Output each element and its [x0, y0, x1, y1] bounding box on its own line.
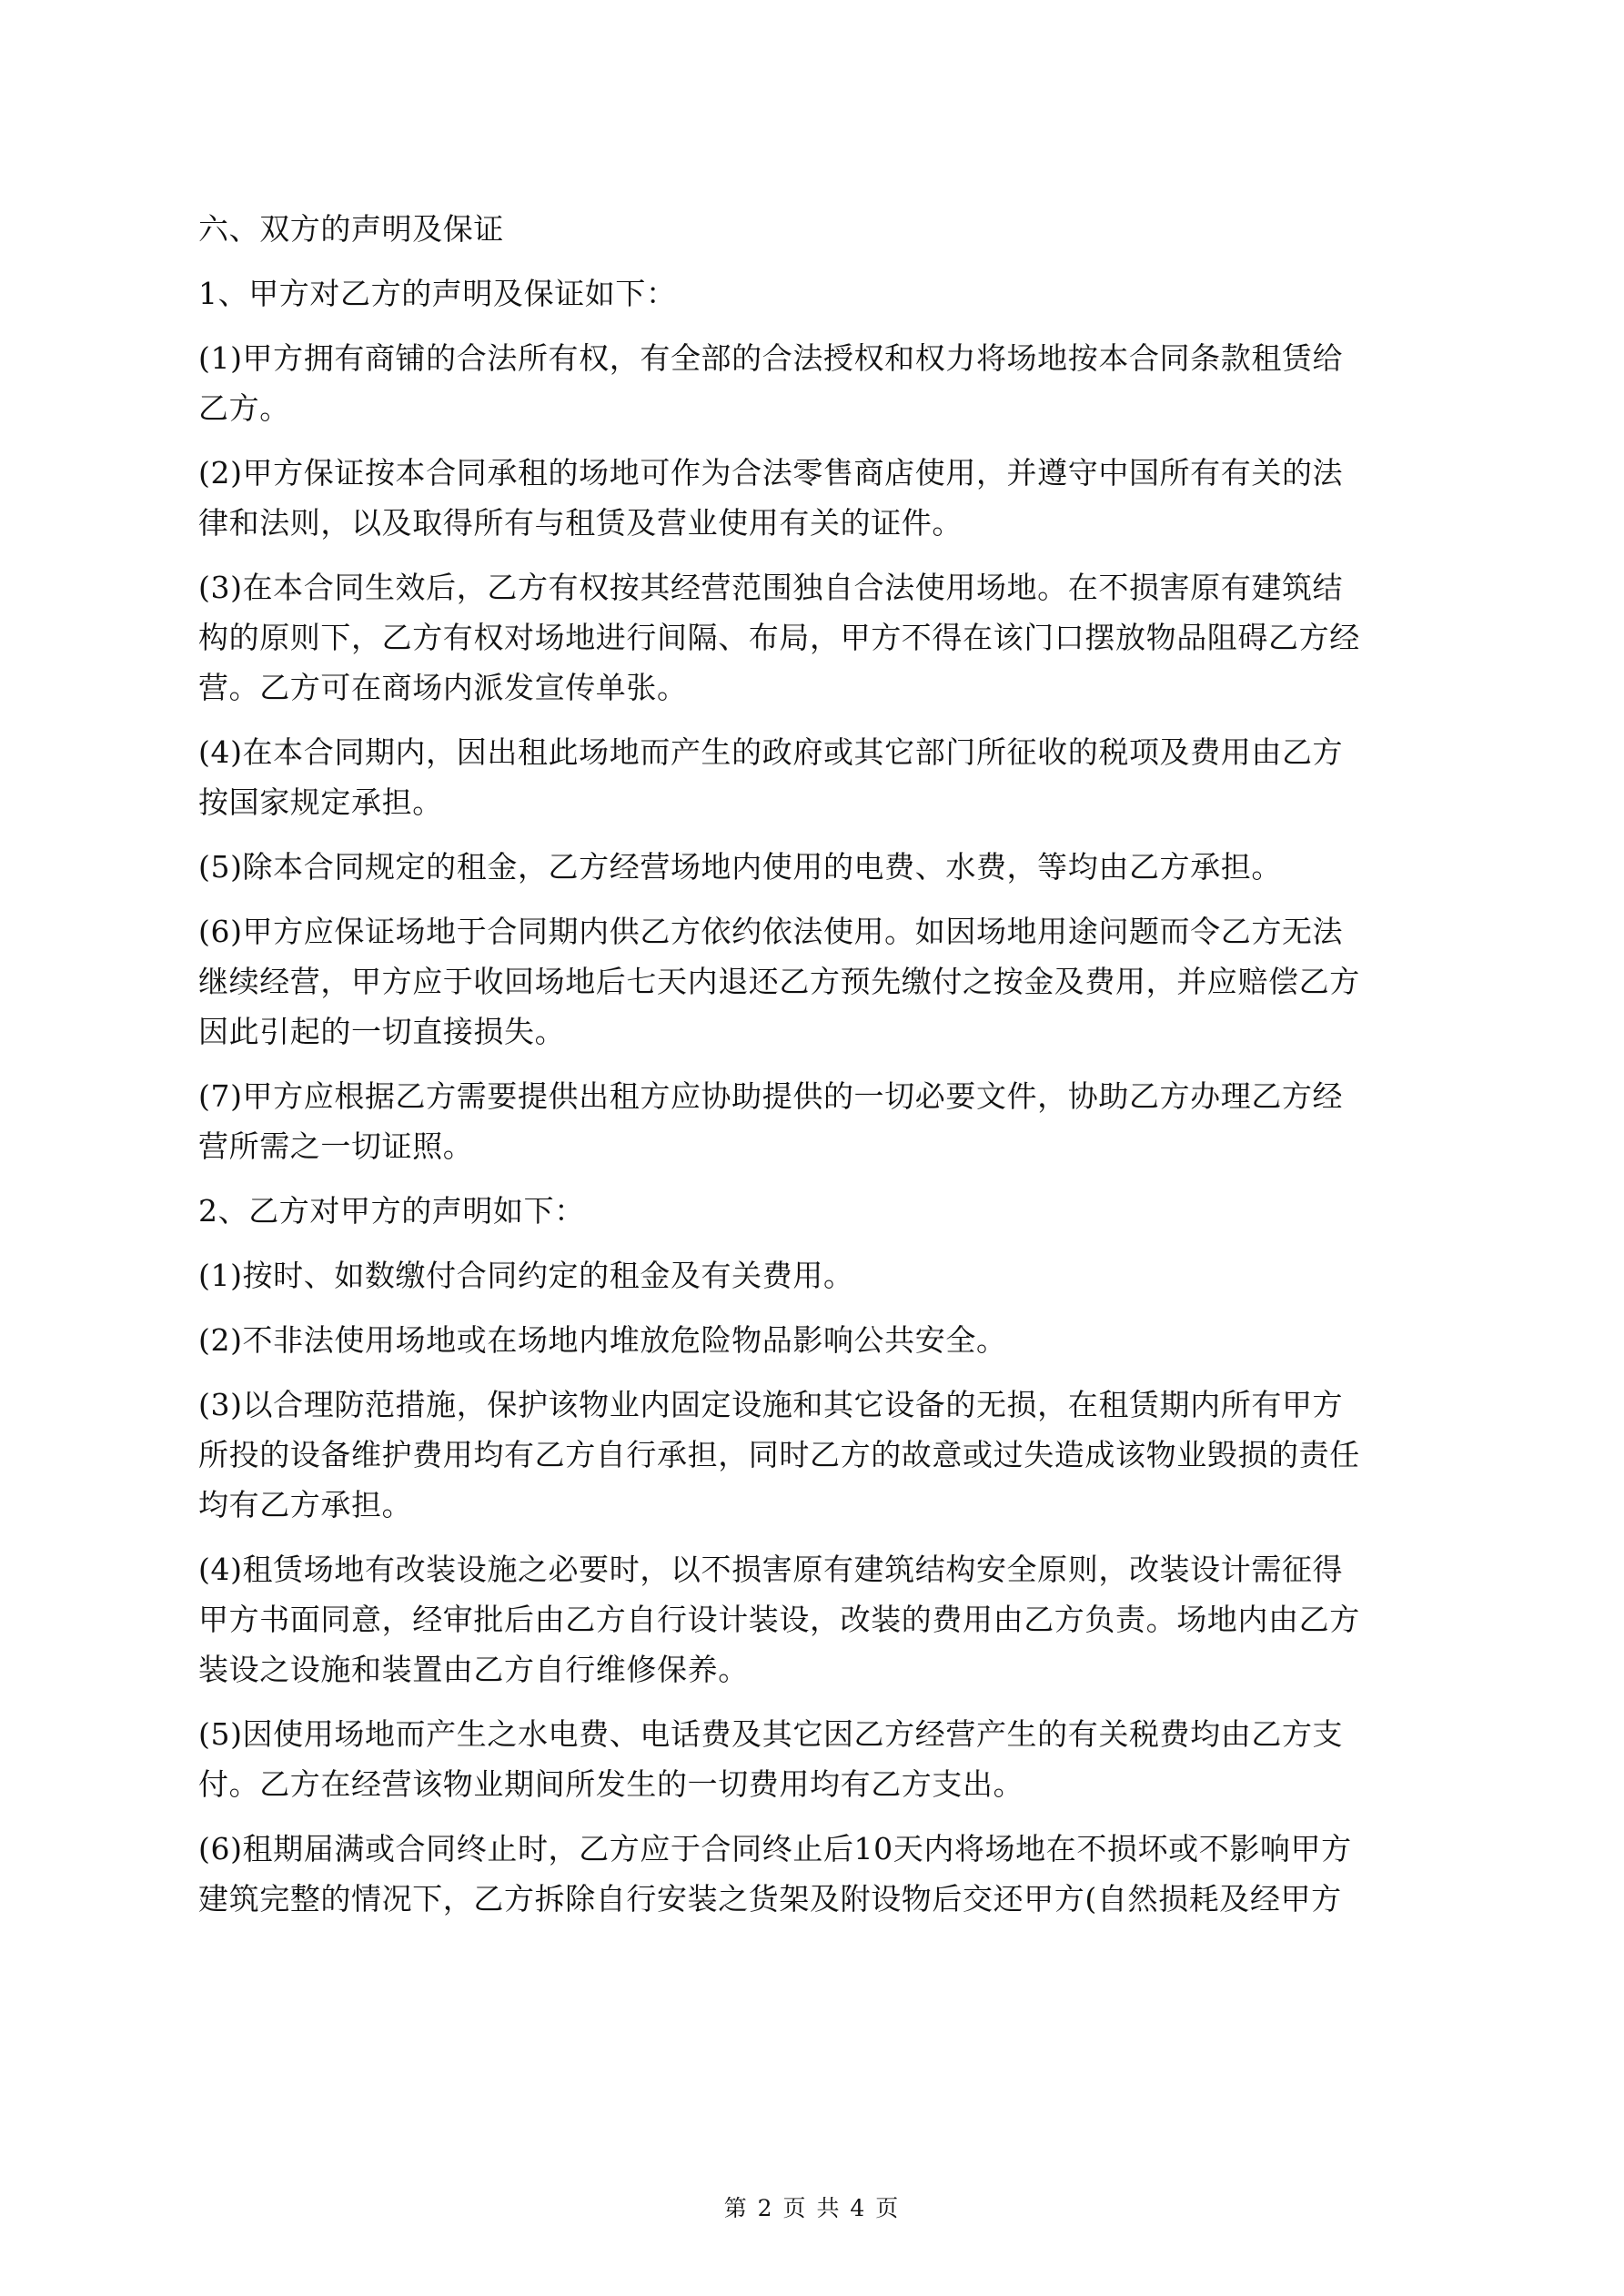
text-line: (1)甲方拥有商铺的合法所有权，有全部的合法授权和权力将场地按本合同条款租赁给 [198, 340, 1344, 376]
text-line: (6)甲方应保证场地于合同期内供乙方依约依法使用。如因场地用途问题而令乙方无法 [198, 914, 1344, 949]
text-line: 甲方书面同意，经审批后由乙方自行设计装设，改装的费用由乙方负责。场地内由乙方 [198, 1602, 1360, 1637]
text-line: 构的原则下，乙方有权对场地进行间隔、布局，甲方不得在该门口摆放物品阻碍乙方经 [198, 620, 1360, 655]
page-number-footer: 第 2 页 共 4 页 [723, 2195, 901, 2221]
text-line: 1、甲方对乙方的声明及保证如下： [198, 276, 677, 311]
text-line: 六、双方的声明及保证 [198, 211, 504, 247]
text-line: 按国家规定承担。 [198, 784, 443, 820]
text-line: 继续经营，甲方应于收回场地后七天内退还乙方预先缴付之按金及费用，并应赔偿乙方 [198, 964, 1360, 999]
document-body [198, 204, 1436, 1924]
text-line: (3)以合理防范措施，保护该物业内固定设施和其它设备的无损，在租赁期内所有甲方 [198, 1387, 1344, 1422]
text-line: (7)甲方应根据乙方需要提供出租方应协助提供的一切必要文件，协助乙方办理乙方经 [198, 1078, 1344, 1114]
text-line: 因此引起的一切直接损失。 [198, 1014, 566, 1049]
text-line: 建筑完整的情况下，乙方拆除自行安装之货架及附设物后交还甲方(自然损耗及经甲方 [198, 1881, 1342, 1917]
text-line: (4)租赁场地有改装设施之必要时，以不损害原有建筑结构安全原则，改装设计需征得 [198, 1552, 1344, 1587]
text-line: 付。乙方在经营该物业期间所发生的一切费用均有乙方支出。 [198, 1766, 1024, 1802]
text-line: (4)在本合同期内，因出租此场地而产生的政府或其它部门所征收的税项及费用由乙方 [198, 734, 1344, 770]
text-line: (5)因使用场地而产生之水电费、电话费及其它因乙方经营产生的有关税费均由乙方支 [198, 1716, 1344, 1752]
text-line: 装设之设施和装置由乙方自行维修保养。 [198, 1652, 749, 1687]
text-line: 均有乙方承担。 [198, 1487, 413, 1522]
text-line: (2)甲方保证按本合同承租的场地可作为合法零售商店使用，并遵守中国所有有关的法 [198, 455, 1344, 491]
text-line: 乙方。 [198, 390, 290, 426]
text-line: (6)租期届满或合同终止时，乙方应于合同终止后10天内将场地在不损坏或不影响甲方 [198, 1831, 1352, 1866]
text-line: 律和法则，以及取得所有与租赁及营业使用有关的证件。 [198, 505, 963, 541]
text-line: 营。乙方可在商场内派发宣传单张。 [198, 670, 688, 705]
text-line: 营所需之一切证照。 [198, 1128, 474, 1164]
text-line: (3)在本合同生效后，乙方有权按其经营范围独自合法使用场地。在不损害原有建筑结 [198, 570, 1344, 605]
text-line: (2)不非法使用场地或在场地内堆放危险物品影响公共安全。 [198, 1322, 1007, 1358]
text-line: 所投的设备维护费用均有乙方自行承担，同时乙方的故意或过失造成该物业毁损的责任 [198, 1437, 1360, 1472]
text-line: 2、乙方对甲方的声明如下： [198, 1193, 585, 1229]
text-line: (1)按时、如数缴付合同约定的租金及有关费用。 [198, 1258, 854, 1293]
text-line: (5)除本合同规定的租金，乙方经营场地内使用的电费、水费，等均由乙方承担。 [198, 849, 1282, 885]
